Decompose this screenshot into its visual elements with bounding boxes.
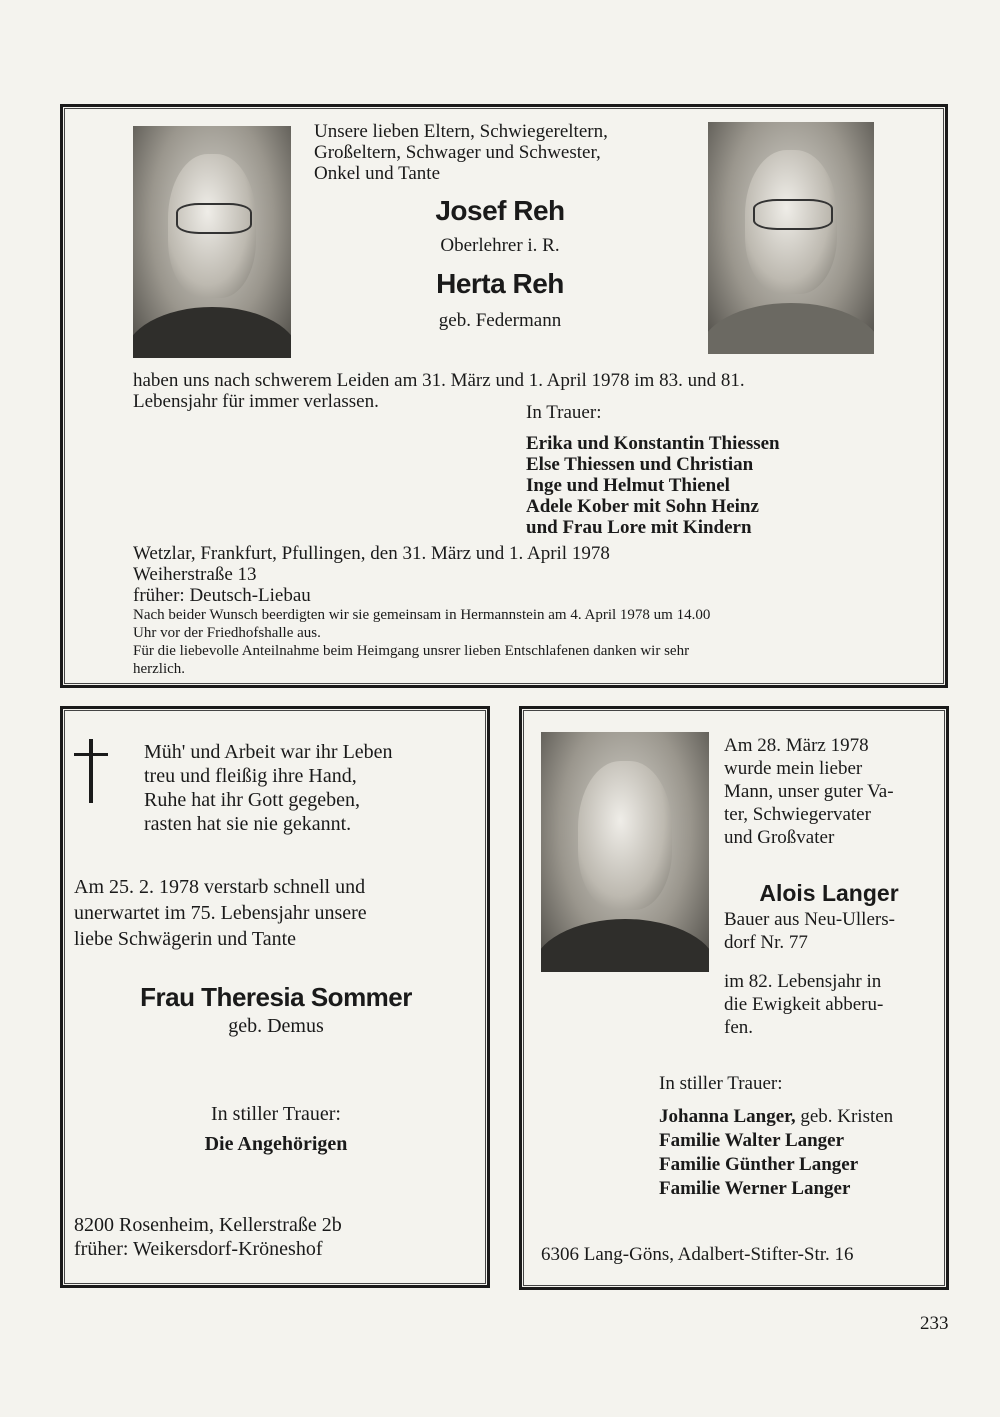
portrait-josef-reh [133,126,291,358]
sommer-poem [144,740,484,836]
name-theresia-sommer: Frau Theresia Sommer [140,982,412,1012]
langer-address: 6306 Lang-Göns, Adalbert-Stifter-Str. 16 [541,1244,854,1265]
place-date: Wetzlar, Frankfurt, Pfullingen, den 31. März und 1. April 1978 [133,543,610,564]
langer-mourners [659,1105,944,1201]
intro-line: und Großvater [724,827,835,848]
mourner [659,1105,944,1129]
mourner: Else Thiessen und Christian [526,454,754,475]
mourner: Familie Werner Langer [659,1178,851,1199]
reh-mourning-label: In Trauer: [526,402,602,423]
desc-line: Bauer aus Neu-Ullers- [724,909,895,930]
outro-line: die Ewigkeit abberu- [724,994,884,1015]
page-number: 233 [920,1313,949,1334]
intro-line: wurde mein lieber [724,758,863,779]
text-line: Lebensjahr für immer verlassen. [133,391,379,412]
formerly: früher: Deutsch-Liebau [133,585,311,606]
reh-mourners [526,433,906,538]
outro-line: fen. [724,1017,754,1038]
sommer-notice [74,874,484,952]
intro-line: Onkel und Tante [314,163,441,184]
poem-line: treu und fleißig ihre Hand, [144,765,357,787]
address-line: früher: Weikersdorf-Kröneshof [74,1238,323,1260]
title-josef-reh: Oberlehrer i. R. [440,235,560,256]
text-line: haben uns nach schwerem Leiden am 31. März und 1. April 1978 im 83. und 81. [133,370,745,391]
sommer-mourners: Die Angehörigen [204,1133,348,1155]
name-alois-langer: Alois Langer [759,880,899,906]
notice-line: Am 25. 2. 1978 verstarb schnell und [74,876,366,898]
mourner: Inge und Helmut Thienel [526,475,730,496]
mourner: Familie Walter Langer [659,1130,845,1151]
mourner: Erika und Konstantin Thiessen [526,433,780,454]
street: Weiherstraße 13 [133,564,257,585]
poem-line: rasten hat sie nie gekannt. [144,813,352,835]
intro-line: Mann, unser guter Va- [724,781,894,802]
sommer-mourning-label: In stiller Trauer: [211,1103,341,1125]
mourner: Familie Günther Langer [659,1154,859,1175]
poem-line: Ruhe hat ihr Gott gegeben, [144,789,361,811]
cross-icon [74,739,108,803]
mourner: Adele Kober mit Sohn Heinz [526,496,759,517]
name-herta-reh: Herta Reh [436,268,564,299]
outro-line: im 82. Lebensjahr in [724,971,882,992]
name-josef-reh: Josef Reh [435,195,565,226]
langer-mourning-label: In stiller Trauer: [659,1073,783,1094]
langer-intro [724,734,938,849]
intro-line: Am 28. März 1978 [724,735,869,756]
mourner-name: Johanna Langer, [659,1106,796,1127]
reh-intro [314,121,694,184]
reh-address [133,543,933,606]
portrait-alois-langer [541,732,709,972]
burial-line: Uhr vor der Friedhofshalle aus. [133,625,321,641]
title-herta-reh: geb. Federmann [438,310,562,331]
intro-line: ter, Schwiegervater [724,804,871,825]
address-line: 8200 Rosenheim, Kellerstraße 2b [74,1214,342,1236]
langer-desc [724,908,944,954]
thanks-line: herzlich. [133,661,186,677]
mourner: und Frau Lore mit Kindern [526,517,752,538]
portrait-herta-reh [708,122,874,354]
poem-line: Müh' und Arbeit war ihr Leben [144,741,393,763]
sommer-born: geb. Demus [228,1015,324,1037]
thanks-line: Für die liebevolle Anteilnahme beim Heimgang unsrer lieben Entschlafenen danken wir sehr [133,643,690,659]
reh-burial [133,606,933,678]
burial-line: Nach beider Wunsch beerdigten wir sie gemeinsam in Hermannstein am 4. April 1978 um 14.00 [133,607,711,623]
langer-outro [724,970,938,1039]
notice-line: liebe Schwägerin und Tante [74,928,297,950]
intro-line: Unsere lieben Eltern, Schwiegereltern, [314,121,608,142]
desc-line: dorf Nr. 77 [724,932,808,953]
intro-line: Großeltern, Schwager und Schwester, [314,142,601,163]
sommer-address [74,1213,484,1261]
notice-line: unerwartet im 75. Lebensjahr unsere [74,902,367,924]
mourner-born: geb. Kristen [795,1106,894,1127]
